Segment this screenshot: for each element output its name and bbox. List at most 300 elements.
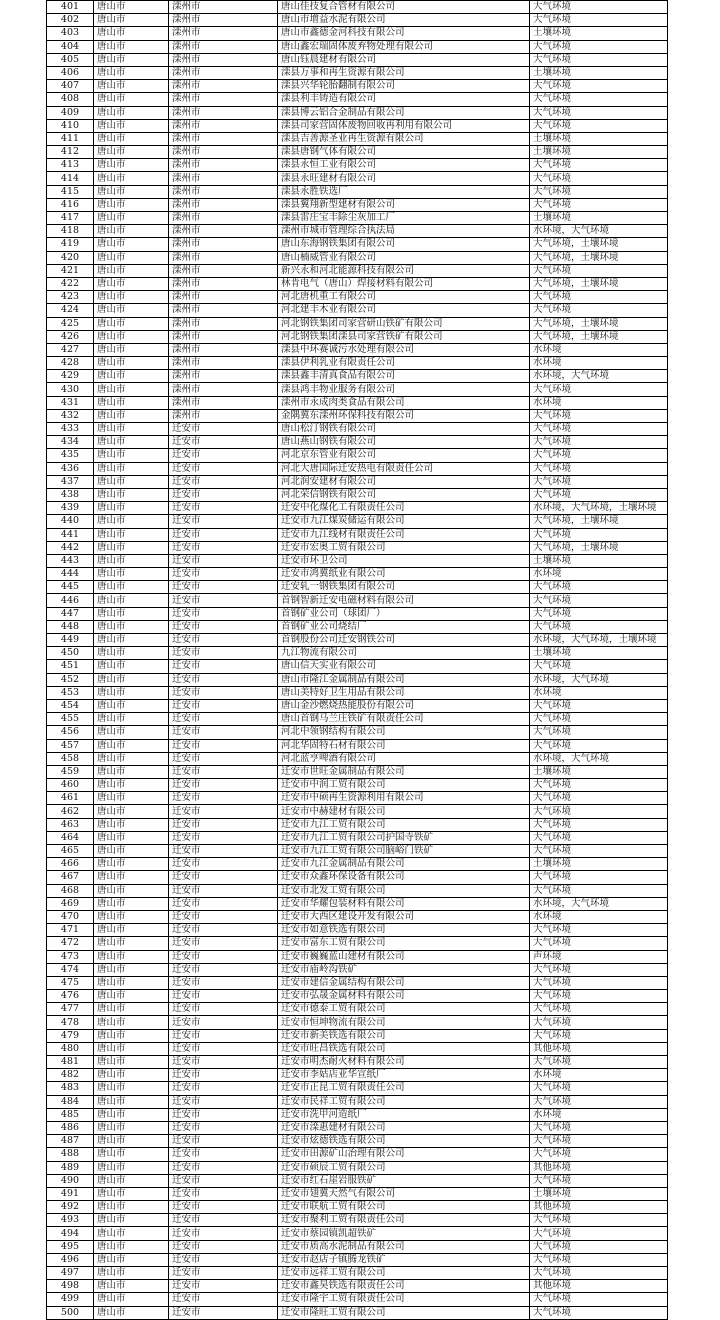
company-name-cell: 河北京东管业有限公司 [278,449,530,462]
environment-type-cell: 大气环境 [530,713,668,726]
company-name-cell: 唐山美特好卫生用品有限公司 [278,686,530,699]
environment-type-cell: 土壤环境 [530,765,668,778]
row-number-cell: 490 [47,1174,94,1187]
environment-type-cell: 水环境，大气环境 [530,752,668,765]
environment-type-cell: 土壤环境 [530,1187,668,1200]
environment-type-cell: 土壤环境 [530,146,668,159]
environment-type-cell: 大气环境 [530,409,668,422]
company-name-cell: 迁安市中赫建材有限公司 [278,805,530,818]
company-name-cell: 迁安市九江工贸有限公司 [278,818,530,831]
district-cell: 滦州市 [169,277,278,290]
district-cell: 迁安市 [169,963,278,976]
district-cell: 迁安市 [169,541,278,554]
environment-type-cell: 大气环境 [530,1227,668,1240]
city-cell: 唐山市 [94,1174,169,1187]
table-row [47,831,668,844]
environment-type-cell: 大气环境 [530,462,668,475]
environment-type-cell: 大气环境 [530,739,668,752]
company-name-cell: 唐山金沙燃烧热能股份有限公司 [278,699,530,712]
company-name-cell: 滦州市永成肉类食品有限公司 [278,396,530,409]
company-name-cell: 滦县万事和再生资源有限公司 [278,66,530,79]
district-cell: 滦州市 [169,409,278,422]
table-row [47,950,668,963]
company-name-cell: 金隅冀东滦州环保科技有限公司 [278,409,530,422]
environment-type-cell: 其他环境 [530,1161,668,1174]
district-cell: 滦州市 [169,370,278,383]
table-row [47,607,668,620]
city-cell: 唐山市 [94,1267,169,1280]
row-number-cell: 434 [47,436,94,449]
company-name-cell: 唐山市增益水泥有限公司 [278,14,530,27]
company-name-cell: 迁安市建信金属结构有限公司 [278,976,530,989]
city-cell: 唐山市 [94,1069,169,1082]
table-row [47,1042,668,1055]
city-cell: 唐山市 [94,871,169,884]
company-name-cell: 迁安中化煤化工有限责任公司 [278,502,530,515]
district-cell: 滦州市 [169,53,278,66]
row-number-cell: 420 [47,251,94,264]
city-cell: 唐山市 [94,1240,169,1253]
city-cell: 唐山市 [94,1280,169,1293]
table-row [47,845,668,858]
district-cell: 迁安市 [169,976,278,989]
environment-type-cell: 大气环境 [530,1214,668,1227]
city-cell: 唐山市 [94,634,169,647]
company-name-cell: 迁安市洗甲河造纸厂 [278,1108,530,1121]
district-cell: 迁安市 [169,779,278,792]
district-cell: 迁安市 [169,765,278,778]
city-cell: 唐山市 [94,1082,169,1095]
environment-type-cell: 大气环境 [530,291,668,304]
environment-type-cell: 大气环境 [530,607,668,620]
district-cell: 迁安市 [169,554,278,567]
environment-type-cell: 大气环境 [530,528,668,541]
row-number-cell: 424 [47,304,94,317]
city-cell: 唐山市 [94,541,169,554]
environment-type-cell: 土壤环境 [530,212,668,225]
table-row [47,277,668,290]
company-name-cell: 首钢智新迁安电磁材料有限公司 [278,594,530,607]
city-cell: 唐山市 [94,106,169,119]
row-number-cell: 436 [47,462,94,475]
city-cell: 唐山市 [94,792,169,805]
row-number-cell: 488 [47,1148,94,1161]
company-name-cell: 河北荣信钢铁有限公司 [278,488,530,501]
table-row [47,146,668,159]
table-row [47,884,668,897]
district-cell: 迁安市 [169,1069,278,1082]
district-cell: 迁安市 [169,1293,278,1306]
table-row [47,910,668,923]
environment-type-cell: 大气环境 [530,488,668,501]
district-cell: 迁安市 [169,1267,278,1280]
district-cell: 迁安市 [169,818,278,831]
table-row [47,897,668,910]
row-number-cell: 426 [47,330,94,343]
district-cell: 滦州市 [169,383,278,396]
district-cell: 滦州市 [169,119,278,132]
company-name-cell: 滦县鸿丰物业服务有限公司 [278,383,530,396]
company-name-cell: 唐山首钢马兰庄铁矿有限责任公司 [278,713,530,726]
company-name-cell: 滦县博云铝合金制品有限公司 [278,106,530,119]
environment-type-cell: 大气环境，土壤环境 [530,317,668,330]
row-number-cell: 471 [47,924,94,937]
company-name-cell: 迁安市鑫昊铁选有限责任公司 [278,1280,530,1293]
district-cell: 滦州市 [169,185,278,198]
company-name-cell: 河北中领钢结构有限公司 [278,726,530,739]
table-row [47,119,668,132]
table-row [47,541,668,554]
row-number-cell: 484 [47,1095,94,1108]
table-row [47,594,668,607]
row-number-cell: 410 [47,119,94,132]
district-cell: 滦州市 [169,106,278,119]
company-name-cell: 滦县永恒工业有限公司 [278,159,530,172]
environment-type-cell: 大气环境 [530,1,668,14]
company-name-cell: 迁安市九江煤炭储运有限公司 [278,515,530,528]
city-cell: 唐山市 [94,976,169,989]
environment-type-cell: 大气环境 [530,80,668,93]
district-cell: 滦州市 [169,212,278,225]
district-cell: 迁安市 [169,515,278,528]
table-row [47,449,668,462]
district-cell: 滦州市 [169,291,278,304]
city-cell: 唐山市 [94,594,169,607]
table-row [47,40,668,53]
district-cell: 滦州市 [169,238,278,251]
table-row [47,159,668,172]
company-name-cell: 迁安市德泰工贸有限公司 [278,1003,530,1016]
city-cell: 唐山市 [94,607,169,620]
environment-type-cell: 大气环境 [530,1056,668,1069]
company-name-cell: 河北华固特石材有限公司 [278,739,530,752]
city-cell: 唐山市 [94,40,169,53]
city-cell: 唐山市 [94,647,169,660]
table-row [47,264,668,277]
district-cell: 迁安市 [169,1095,278,1108]
city-cell: 唐山市 [94,1056,169,1069]
company-name-cell: 迁安市炫德铁选有限公司 [278,1135,530,1148]
company-name-cell: 唐山市鑫德金河科技有限公司 [278,27,530,40]
district-cell: 迁安市 [169,647,278,660]
environment-type-cell: 大气环境 [530,264,668,277]
city-cell: 唐山市 [94,132,169,145]
district-cell: 滦州市 [169,80,278,93]
city-cell: 唐山市 [94,620,169,633]
row-number-cell: 468 [47,884,94,897]
company-name-cell: 迁安轧一钢铁集团有限公司 [278,581,530,594]
company-name-cell: 河北钢铁集团滦县司家营铁矿有限公司 [278,330,530,343]
row-number-cell: 474 [47,963,94,976]
environment-type-cell: 水环境，大气环境 [530,897,668,910]
environment-type-cell: 大气环境 [530,1095,668,1108]
environment-type-cell: 大气环境 [530,976,668,989]
city-cell: 唐山市 [94,1306,169,1319]
environment-type-cell: 土壤环境 [530,554,668,567]
table-row [47,963,668,976]
district-cell: 迁安市 [169,884,278,897]
district-cell: 迁安市 [169,1042,278,1055]
table-row [47,198,668,211]
environment-type-cell: 大气环境 [530,119,668,132]
row-number-cell: 448 [47,620,94,633]
table-row [47,1293,668,1306]
environment-type-cell: 大气环境 [530,1240,668,1253]
environment-type-cell: 水环境 [530,357,668,370]
row-number-cell: 431 [47,396,94,409]
city-cell: 唐山市 [94,924,169,937]
city-cell: 唐山市 [94,1121,169,1134]
company-name-cell: 迁安市隆宇工贸有限责任公司 [278,1293,530,1306]
city-cell: 唐山市 [94,805,169,818]
company-name-cell: 迁安市九江工贸有限公司护国寺铁矿 [278,831,530,844]
environment-type-cell: 大气环境 [530,1016,668,1029]
environment-type-cell: 大气环境 [530,871,668,884]
row-number-cell: 478 [47,1016,94,1029]
environment-type-cell: 其他环境 [530,1201,668,1214]
table-row [47,792,668,805]
city-cell: 唐山市 [94,462,169,475]
company-name-cell: 迁安市富东工贸有限公司 [278,937,530,950]
row-number-cell: 469 [47,897,94,910]
company-name-cell: 滦县翼翔新型建材有限公司 [278,198,530,211]
table-row [47,475,668,488]
district-cell: 迁安市 [169,620,278,633]
environment-type-cell: 大气环境 [530,1253,668,1266]
city-cell: 唐山市 [94,225,169,238]
row-number-cell: 416 [47,198,94,211]
city-cell: 唐山市 [94,172,169,185]
table-row [47,1201,668,1214]
row-number-cell: 455 [47,713,94,726]
row-number-cell: 408 [47,93,94,106]
table-row [47,739,668,752]
city-cell: 唐山市 [94,726,169,739]
company-name-cell: 九江物流有限公司 [278,647,530,660]
table-row [47,80,668,93]
district-cell: 迁安市 [169,568,278,581]
company-name-cell: 唐山东海钢铁集团有限公司 [278,238,530,251]
table-row [47,396,668,409]
district-cell: 滦州市 [169,93,278,106]
row-number-cell: 491 [47,1187,94,1200]
city-cell: 唐山市 [94,1042,169,1055]
district-cell: 迁安市 [169,686,278,699]
table-row [47,106,668,119]
row-number-cell: 443 [47,554,94,567]
table-row [47,713,668,726]
environment-type-cell: 土壤环境 [530,66,668,79]
table-row [47,673,668,686]
row-number-cell: 446 [47,594,94,607]
district-cell: 迁安市 [169,634,278,647]
table-row [47,1306,668,1319]
row-number-cell: 489 [47,1161,94,1174]
company-name-cell: 首钢股份公司迁安钢铁公司 [278,634,530,647]
environment-type-cell: 大气环境 [530,1306,668,1319]
district-cell: 迁安市 [169,488,278,501]
company-name-cell: 迁安市众鑫环保设备有限公司 [278,871,530,884]
row-number-cell: 500 [47,1306,94,1319]
company-name-cell: 滦县唐钢气体有限公司 [278,146,530,159]
table-row [47,620,668,633]
row-number-cell: 417 [47,212,94,225]
row-number-cell: 460 [47,779,94,792]
table-row [47,515,668,528]
district-cell: 迁安市 [169,1161,278,1174]
company-name-cell: 迁安市中硕再生资源利用有限公司 [278,792,530,805]
district-cell: 迁安市 [169,1003,278,1016]
district-cell: 迁安市 [169,594,278,607]
company-name-cell: 迁安市田源矿山治理有限公司 [278,1148,530,1161]
company-name-cell: 迁安市明杰耐火材料有限公司 [278,1056,530,1069]
environment-type-cell: 大气环境 [530,159,668,172]
table-row [47,225,668,238]
table-row [47,1240,668,1253]
city-cell: 唐山市 [94,845,169,858]
row-number-cell: 463 [47,818,94,831]
district-cell: 迁安市 [169,449,278,462]
company-name-cell: 迁安市硕辰工贸有限公司 [278,1161,530,1174]
table-row [47,1121,668,1134]
city-cell: 唐山市 [94,963,169,976]
row-number-cell: 429 [47,370,94,383]
district-cell: 迁安市 [169,937,278,950]
row-number-cell: 433 [47,423,94,436]
table-row [47,370,668,383]
district-cell: 迁安市 [169,436,278,449]
city-cell: 唐山市 [94,14,169,27]
table-row [47,1003,668,1016]
environment-type-cell: 大气环境 [530,1003,668,1016]
company-name-cell: 迁安市民祥工贸有限公司 [278,1095,530,1108]
city-cell: 唐山市 [94,212,169,225]
company-name-cell: 唐山钰晨建材有限公司 [278,53,530,66]
environment-type-cell: 土壤环境 [530,132,668,145]
table-row [47,1016,668,1029]
table-row [47,304,668,317]
company-name-cell: 唐山佳技复合管材有限公司 [278,1,530,14]
company-name-cell: 迁安市滦惠建材有限公司 [278,1121,530,1134]
environment-type-cell: 大气环境 [530,990,668,1003]
table-row [47,1,668,14]
table-row [47,871,668,884]
district-cell: 迁安市 [169,699,278,712]
environment-type-cell: 大气环境，土壤环境 [530,541,668,554]
district-cell: 迁安市 [169,1148,278,1161]
table-row [47,1187,668,1200]
city-cell: 唐山市 [94,1029,169,1042]
environment-type-cell: 水环境 [530,343,668,356]
company-name-cell: 唐山松汀钢铁有限公司 [278,423,530,436]
city-cell: 唐山市 [94,699,169,712]
district-cell: 滦州市 [169,304,278,317]
city-cell: 唐山市 [94,1201,169,1214]
table-row [47,752,668,765]
city-cell: 唐山市 [94,436,169,449]
table-row [47,805,668,818]
row-number-cell: 492 [47,1201,94,1214]
district-cell: 迁安市 [169,858,278,871]
company-name-cell: 迁安市庙岭沟铁矿 [278,963,530,976]
company-name-cell: 迁安市聚利工贸有限责任公司 [278,1214,530,1227]
company-name-cell: 迁安市弘晟金属材料有限公司 [278,990,530,1003]
environment-type-cell: 大气环境 [530,383,668,396]
row-number-cell: 457 [47,739,94,752]
city-cell: 唐山市 [94,304,169,317]
district-cell: 滦州市 [169,27,278,40]
city-cell: 唐山市 [94,765,169,778]
district-cell: 迁安市 [169,1056,278,1069]
environment-type-cell: 大气环境 [530,93,668,106]
company-name-cell: 滦县雷庄宝丰除尘灰加工厂 [278,212,530,225]
environment-type-cell: 水环境 [530,686,668,699]
district-cell: 滦州市 [169,66,278,79]
city-cell: 唐山市 [94,277,169,290]
city-cell: 唐山市 [94,910,169,923]
environment-type-cell: 水环境 [530,910,668,923]
table-row [47,330,668,343]
district-cell: 迁安市 [169,1280,278,1293]
city-cell: 唐山市 [94,1161,169,1174]
company-name-cell: 迁安市红石崖岩服铁矿 [278,1174,530,1187]
table-row [47,990,668,1003]
company-name-cell: 滦县司家营固体废物回收再利用有限公司 [278,119,530,132]
table-row [47,581,668,594]
environment-type-cell: 大气环境 [530,423,668,436]
city-cell: 唐山市 [94,93,169,106]
environment-type-cell: 大气环境 [530,660,668,673]
table-row [47,765,668,778]
row-number-cell: 459 [47,765,94,778]
city-cell: 唐山市 [94,264,169,277]
table-row [47,858,668,871]
row-number-cell: 462 [47,805,94,818]
district-cell: 迁安市 [169,1187,278,1200]
district-cell: 迁安市 [169,673,278,686]
city-cell: 唐山市 [94,752,169,765]
environment-type-cell: 大气环境 [530,792,668,805]
district-cell: 迁安市 [169,1201,278,1214]
company-name-cell: 河北建丰木业有限公司 [278,304,530,317]
table-row [47,317,668,330]
company-name-cell: 迁安市正昆工贸有限责任公司 [278,1082,530,1095]
company-name-cell: 唐山楠威管业有限公司 [278,251,530,264]
city-cell: 唐山市 [94,528,169,541]
company-name-cell: 迁安市九江工贸有限公司脑峪门铁矿 [278,845,530,858]
district-cell: 迁安市 [169,950,278,963]
district-cell: 迁安市 [169,462,278,475]
city-cell: 唐山市 [94,119,169,132]
table-row [47,1135,668,1148]
city-cell: 唐山市 [94,357,169,370]
environment-type-cell: 大气环境 [530,14,668,27]
city-cell: 唐山市 [94,383,169,396]
environment-type-cell: 水环境，大气环境 [530,370,668,383]
row-number-cell: 403 [47,27,94,40]
table-row [47,53,668,66]
table-row [47,423,668,436]
city-cell: 唐山市 [94,449,169,462]
city-cell: 唐山市 [94,53,169,66]
company-name-cell: 迁安市环卫公司 [278,554,530,567]
city-cell: 唐山市 [94,1003,169,1016]
table-row [47,937,668,950]
district-cell: 迁安市 [169,805,278,818]
company-name-cell: 唐山鑫宏瑞固体废弃物处理有限公司 [278,40,530,53]
row-number-cell: 447 [47,607,94,620]
company-name-cell: 迁安市旺昌铁选有限公司 [278,1042,530,1055]
